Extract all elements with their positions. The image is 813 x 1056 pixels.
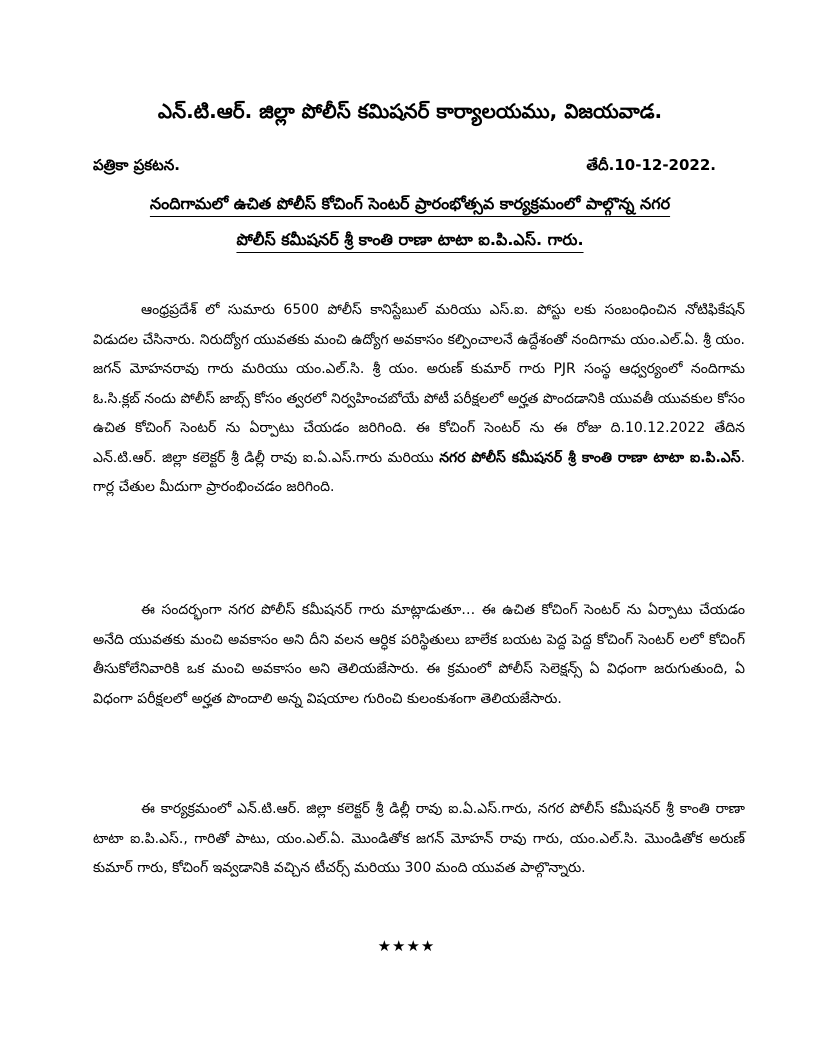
body-paragraph-1 xyxy=(93,296,745,503)
headline-line-2: పోలీస్ కమీషనర్ శ్రీ కాంతి రాణా టాటా ఐ.పి.ఎస్. గారు. xyxy=(236,230,584,249)
end-mark-stars: ★★★★ xyxy=(377,937,436,955)
paragraph-1-text-a: ఆంధ్రప్రదేశ్ లో సుమారు 6500 పోలీస్ కానిస్టేబుల్ మరియు ఎస్.ఐ. పోస్టు లకు సంబంధించిన నోటిఫికేషన్ విడుదల చేసినారు. నిరుద్యోగ యువతకు మంచి ఉద్యోగ అవకాసం కల్పించాలనే ఉద్దేశంతో నందిగామ యం.ఎల్.ఏ. శ్రీ యం. జగన్ మోహనరావు గారు మరియు యం.ఎల్.సి. శ్రీ యం. అరుణ్ కుమార్ గారు PJR సంస్థ ఆధ్వర్యంలో నందిగామ ఓ.సి.క్లబ్ నందు పోలీస్ జాబ్స్ కోసం త్వరలో నిర్వహించబోయే పోటీ పరీక్షలలో అర్హత పొందడానికి యువతీ యువకుల కోసం ఉచిత కోచింగ్ సెంటర్ ను ఏర్పాటు చేయడం జరిగింది. ఈ కోచింగ్ సెంటర్ ను ఈ రోజు ది.10.12.2022 తేదిన ఎన్.టి.ఆర్. జిల్లా కలెక్టర్ శ్రీ డిల్లీ రావు ఐ.ఏ.ఎస్.గారు మరియు xyxy=(93,302,745,466)
headline xyxy=(88,186,732,258)
press-release-label: పత్రికా ప్రకటన. xyxy=(93,156,180,174)
body-paragraph-3: ఈ కార్యక్రమంలో ఎన్.టి.ఆర్. జిల్లా కలెక్టర్ శ్రీ డిల్లీ రావు ఐ.ఏ.ఎస్.గారు, నగర పోలీస్ కమీషనర్ శ్రీ కాంతి రాణా టాటా ఐ.పి.ఎస్., గారితో పాటు, యం.ఎల్.ఏ. మొండితోక జగన్ మోహన్ రావు గారు, యం.ఎల్.సి. మొండితోక అరుణ్ కుమార్ గారు, కోచింగ్ ఇవ్వడానికి వచ్చిన టీచర్స్ మరియు 300 మంది యువత పాల్గొన్నారు. xyxy=(93,801,745,876)
office-title: ఎన్.టి.ఆర్. జిల్లా పోలీస్ కమిషనర్ కార్యాలయము, విజయవాడ. xyxy=(157,99,663,123)
press-release-date: తేదీ.10-12-2022. xyxy=(586,156,716,174)
paragraph-1-text-b: . గార్ల చేతుల మీదుగా ప్రారంభించడం జరిగింది. xyxy=(93,449,746,495)
body-paragraph-2: ఈ సందర్భంగా నగర పోలీస్ కమీషనర్ గారు మాట్లాడుతూ… ఈ ఉచిత కోచింగ్ సెంటర్ ను ఏర్పాటు చేయడం అనేది యువతకు మంచి అవకాసం అని దీని వలన ఆర్ధిక పరిస్థితులు బాలేక బయట పెద్ద పెద్ద కోచింగ్ సెంటర్ లలో కోచింగ్ తీసుకోలేనివారికి ఒక మంచి అవకాసం అని తెలియజేసారు. ఈ క్రమంలో పోలీస్ సెలెక్షన్స్ ఏ విధంగా జరుగుతుంది, ఏ విధంగా పరీక్షలలో అర్హత పొందాలి అన్న విషయాల గురించి కులంకుశంగా తెలియజేసారు. xyxy=(93,602,745,707)
headline-line-1: నందిగామలో ఉచిత పోలీస్ కోచింగ్ సెంటర్ ప్రారంభోత్సవ కార్యక్రమంలో పాల్గొన్న నగర xyxy=(149,194,671,213)
paragraph-1-bold-text: నగర పోలీస్ కమీషనర్ శ్రీ కాంతి రాణా టాటా ఐ.పి.ఎస్ xyxy=(439,449,741,466)
